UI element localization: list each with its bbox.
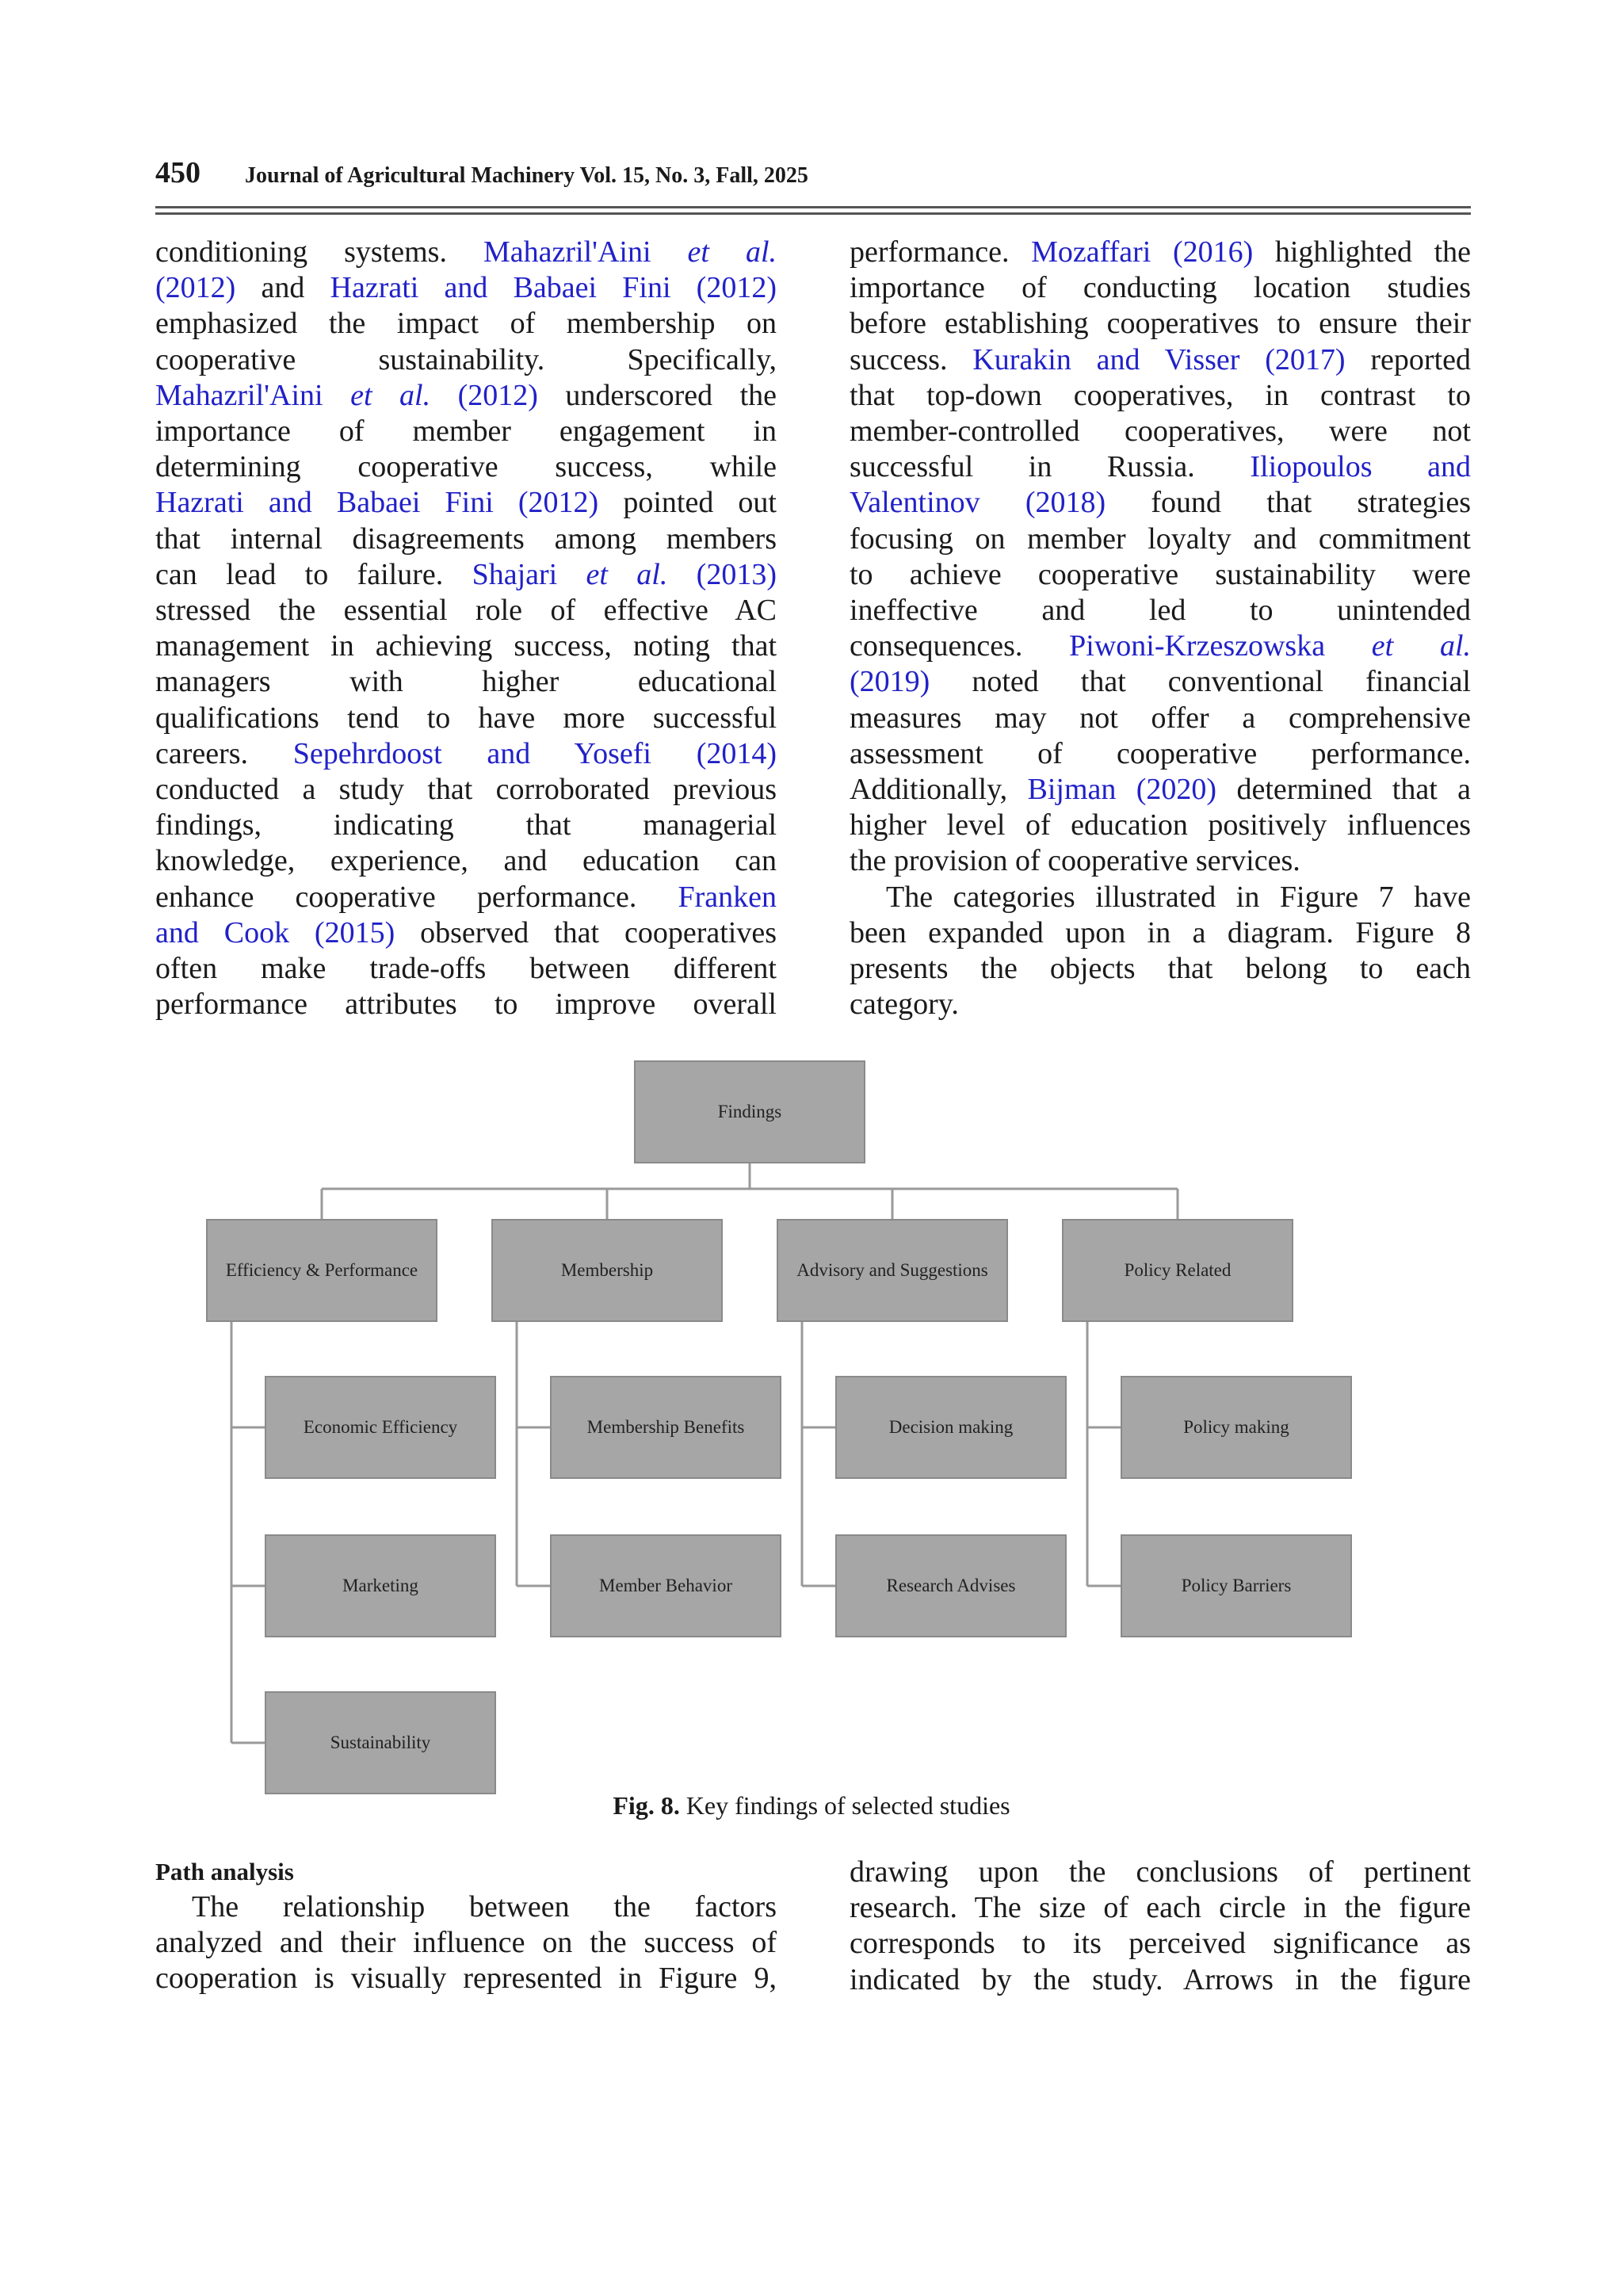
category-node: Membership	[491, 1219, 723, 1322]
text-line: assessment of cooperative performance.	[850, 736, 1471, 770]
figure-caption	[0, 1791, 1623, 1820]
figure-caption-text: Key findings of selected studies	[679, 1791, 1010, 1820]
text-line: before establishing cooperatives to ensure their	[850, 307, 1471, 341]
header-rule	[155, 206, 1471, 208]
text-line: successful in Russia. Iliopoulos and	[850, 450, 1471, 484]
text-line: importance of member engagement in	[155, 415, 777, 449]
item-node: Policy making	[1121, 1376, 1352, 1479]
text-line: knowledge, experience, and education can	[155, 844, 777, 878]
text-line: analyzed and their influence on the success of	[155, 1926, 777, 1960]
citation-link[interactable]: Sepehrdoost and Yosefi (2014)	[292, 736, 777, 770]
text-line: Valentinov (2018) found that strategies	[850, 486, 1471, 520]
item-node: Decision making	[835, 1376, 1067, 1479]
text-line: conditioning systems. Mahazril'Aini et al.	[155, 235, 777, 269]
text-line: findings, indicating that managerial	[155, 808, 777, 842]
text-line: that top-down cooperatives, in contrast to	[850, 378, 1471, 412]
diagram-root-node: Findings	[634, 1060, 865, 1163]
citation-link[interactable]: Valentinov (2018)	[850, 486, 1106, 520]
text-line: performance. Mozaffari (2016) highlighted the	[850, 235, 1471, 269]
text-line: drawing upon the conclusions of pertinent	[850, 1855, 1471, 1889]
citation-link[interactable]: Franken	[678, 880, 777, 914]
text-line: determining cooperative success, while	[155, 450, 777, 484]
text-line: management in achieving success, noting that	[155, 629, 777, 663]
item-node: Marketing	[265, 1534, 496, 1637]
text-line: Additionally, Bijman (2020) determined that a	[850, 773, 1471, 807]
citation-link[interactable]: Shajari et al. (2013)	[472, 557, 777, 591]
item-node: Policy Barriers	[1121, 1534, 1352, 1637]
text-line: cooperation is visually represented in Figure 9,	[155, 1962, 777, 1996]
text-line: corresponds to its perceived significance as	[850, 1927, 1471, 1961]
citation-link[interactable]: Kurakin and Visser (2017)	[972, 342, 1346, 376]
text-line: often make trade-offs between different	[155, 952, 777, 986]
text-line: focusing on member loyalty and commitment	[850, 521, 1471, 556]
text-line: Hazrati and Babaei Fini (2012) pointed out	[155, 486, 777, 520]
text-line: qualifications tend to have more successful	[155, 701, 777, 735]
citation-link[interactable]: (2019)	[850, 665, 930, 699]
text-line: indicated by the study. Arrows in the figure	[850, 1962, 1471, 1996]
citation-link[interactable]: and Cook (2015)	[155, 915, 395, 949]
text-line: can lead to failure. Shajari et al. (2013)	[155, 557, 777, 591]
text-line: higher level of education positively influences	[850, 808, 1471, 842]
text-line: (2012) and Hazrati and Babaei Fini (2012)	[155, 271, 777, 305]
category-node: Policy Related	[1062, 1219, 1293, 1322]
category-node: Efficiency & Performance	[206, 1219, 437, 1322]
text-line: the provision of cooperative services.	[850, 844, 1300, 878]
citation-link[interactable]: Mozaffari (2016)	[1031, 235, 1254, 269]
text-line: success. Kurakin and Visser (2017) reported	[850, 342, 1471, 376]
item-node: Membership Benefits	[550, 1376, 781, 1479]
section-heading: Path analysis	[155, 1858, 294, 1885]
citation-link[interactable]: Bijman (2020)	[1027, 773, 1217, 807]
text-line: The relationship between the factors	[192, 1890, 777, 1924]
text-line: measures may not offer a comprehensive	[850, 701, 1471, 735]
text-line: stressed the essential role of effective AC	[155, 594, 777, 628]
text-line: and Cook (2015) observed that cooperatives	[155, 915, 777, 949]
text-line: been expanded upon in a diagram. Figure 8	[850, 915, 1471, 949]
page-number: 450	[155, 156, 200, 189]
text-line: careers. Sepehrdoost and Yosefi (2014)	[155, 736, 777, 770]
citation-link[interactable]: Piwoni-Krzeszowska et al.	[1069, 629, 1471, 663]
left-column	[155, 235, 777, 1022]
text-line: importance of conducting location studies	[850, 271, 1471, 305]
item-node: Sustainability	[265, 1691, 496, 1794]
text-line: enhance cooperative performance. Franken	[155, 880, 777, 914]
text-line: that internal disagreements among members	[155, 521, 777, 556]
item-node: Research Advises	[835, 1534, 1067, 1637]
figure-label: Fig. 8.	[613, 1791, 680, 1820]
text-line: to achieve cooperative sustainability were	[850, 557, 1471, 591]
text-line: presents the objects that belong to each	[850, 952, 1471, 986]
text-line: research. The size of each circle in the figure	[850, 1891, 1471, 1925]
bottom-right-column	[850, 1855, 1471, 1998]
text-line: cooperative sustainability. Specifically,	[155, 342, 777, 376]
right-column	[850, 235, 1471, 1022]
item-node: Member Behavior	[550, 1534, 781, 1637]
text-line: (2019) noted that conventional financial	[850, 665, 1471, 699]
citation-link[interactable]: (2012)	[155, 271, 236, 305]
citation-link[interactable]: Hazrati and Babaei Fini (2012)	[330, 271, 777, 305]
text-line: The categories illustrated in Figure 7 have	[886, 880, 1471, 914]
text-line: Mahazril'Aini et al. (2012) underscored the	[155, 378, 777, 412]
text-line: consequences. Piwoni-Krzeszowska et al.	[850, 629, 1471, 663]
citation-link[interactable]: Mahazril'Aini et al.	[483, 235, 777, 269]
text-line: category.	[850, 988, 959, 1022]
citation-link[interactable]: Mahazril'Aini et al. (2012)	[155, 378, 538, 412]
text-line: managers with higher educational	[155, 665, 777, 699]
journal-title: Journal of Agricultural Machinery Vol. 15, No. 3, Fall, 2025	[245, 163, 808, 188]
citation-link[interactable]: Iliopoulos and	[1250, 450, 1471, 484]
citation-link[interactable]: Hazrati and Babaei Fini (2012)	[155, 486, 599, 520]
text-line: ineffective and led to unintended	[850, 594, 1471, 628]
text-line: performance attributes to improve overall	[155, 988, 777, 1022]
text-line: member-controlled cooperatives, were not	[850, 415, 1471, 449]
category-node: Advisory and Suggestions	[777, 1219, 1008, 1322]
text-line: conducted a study that corroborated previous	[155, 773, 777, 807]
header-rule-second	[155, 212, 1471, 215]
text-line: emphasized the impact of membership on	[155, 307, 777, 341]
item-node: Economic Efficiency	[265, 1376, 496, 1479]
bottom-left-column	[155, 1889, 777, 1997]
running-header	[155, 155, 808, 190]
